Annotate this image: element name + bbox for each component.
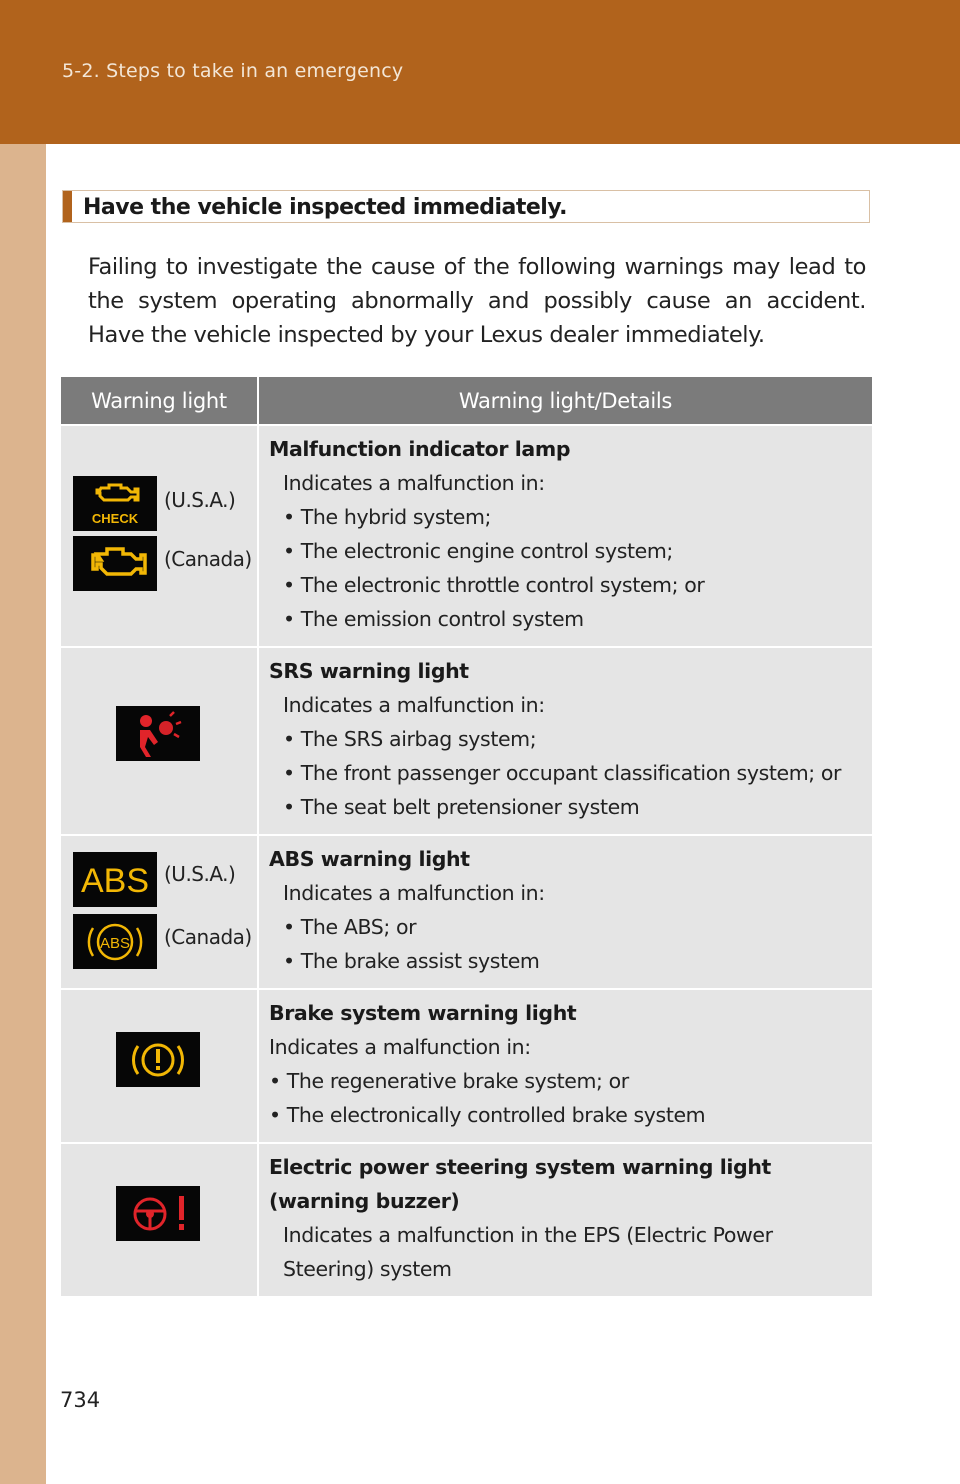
detail-item: • The SRS airbag system; (283, 727, 537, 751)
table-row (61, 647, 872, 835)
detail-item: • The regenerative brake system; or (269, 1069, 629, 1093)
svg-text:CHECK: CHECK (91, 511, 139, 526)
detail-title: SRS warning light (269, 659, 469, 683)
warning-light-cell (61, 425, 258, 647)
detail-item: • The ABS; or (283, 915, 417, 939)
section-heading: Have the vehicle inspected immediately. (83, 195, 568, 220)
detail-item: • The electronic throttle control system; or (283, 573, 705, 597)
detail-title: ABS warning light (269, 847, 470, 871)
detail-lead: Indicates a malfunction in: (269, 1035, 531, 1059)
detail-item: • The seat belt pretensioner system (283, 795, 640, 819)
page-number: 734 (60, 1388, 101, 1412)
detail-item: • The front passenger occupant classification system; or (283, 761, 842, 785)
detail-title: Electric power steering system warning light (warning buzzer) (269, 1155, 771, 1213)
brake-exclamation-icon (116, 1032, 200, 1087)
column-header-details: Warning light/Details (258, 377, 872, 425)
detail-title: Malfunction indicator lamp (269, 437, 571, 461)
table-header-row (61, 377, 872, 425)
airbag-icon (116, 706, 200, 761)
side-margin-strip (0, 0, 46, 1484)
engine-icon (73, 536, 157, 591)
section-heading-bar (62, 190, 870, 223)
page-header (0, 0, 960, 144)
warning-light-table (61, 377, 872, 1296)
details-cell (258, 647, 872, 835)
warning-light-cell (61, 1143, 258, 1296)
detail-item: • The hybrid system; (283, 505, 492, 529)
abs-circle-icon (73, 914, 157, 969)
abs-text-icon (73, 852, 157, 907)
column-header-warning-light: Warning light (61, 377, 258, 425)
region-label-usa: (U.S.A.) (164, 488, 236, 512)
check-engine-icon (73, 476, 157, 531)
detail-title: Brake system warning light (269, 1001, 577, 1025)
svg-text:ABS: ABS (99, 935, 131, 952)
details-cell (258, 425, 872, 647)
warning-light-cell (61, 647, 258, 835)
detail-lead: Indicates a malfunction in: (283, 471, 545, 495)
detail-lead: Indicates a malfunction in: (283, 881, 545, 905)
heading-accent (63, 191, 72, 222)
table-row (61, 1143, 872, 1296)
detail-item: • The brake assist system (283, 949, 540, 973)
table-row (61, 425, 872, 647)
table-row (61, 989, 872, 1143)
region-label-canada: (Canada) (164, 925, 252, 949)
region-label-canada: (Canada) (164, 547, 252, 571)
detail-item: • The emission control system (283, 607, 584, 631)
detail-lead: Indicates a malfunction in the EPS (Electric Power Steering) system (283, 1223, 773, 1281)
warning-light-cell (61, 835, 258, 989)
region-label-usa: (U.S.A.) (164, 862, 236, 886)
details-cell (258, 989, 872, 1143)
detail-item: • The electronic engine control system; (283, 539, 673, 563)
svg-text:ABS: ABS (80, 862, 150, 900)
details-cell (258, 1143, 872, 1296)
steering-wheel-exclamation-icon (116, 1186, 200, 1241)
intro-paragraph: Failing to investigate the cause of the following warnings may lead to the system operating abnormally and possibly cause an accident. Have the vehicle inspected by your Lexus dealer immediately. (88, 254, 866, 348)
warning-light-cell (61, 989, 258, 1143)
detail-item: • The electronically controlled brake system (269, 1103, 706, 1127)
details-cell (258, 835, 872, 989)
table-row (61, 835, 872, 989)
detail-lead: Indicates a malfunction in: (283, 693, 545, 717)
section-breadcrumb: 5-2. Steps to take in an emergency (62, 60, 404, 82)
